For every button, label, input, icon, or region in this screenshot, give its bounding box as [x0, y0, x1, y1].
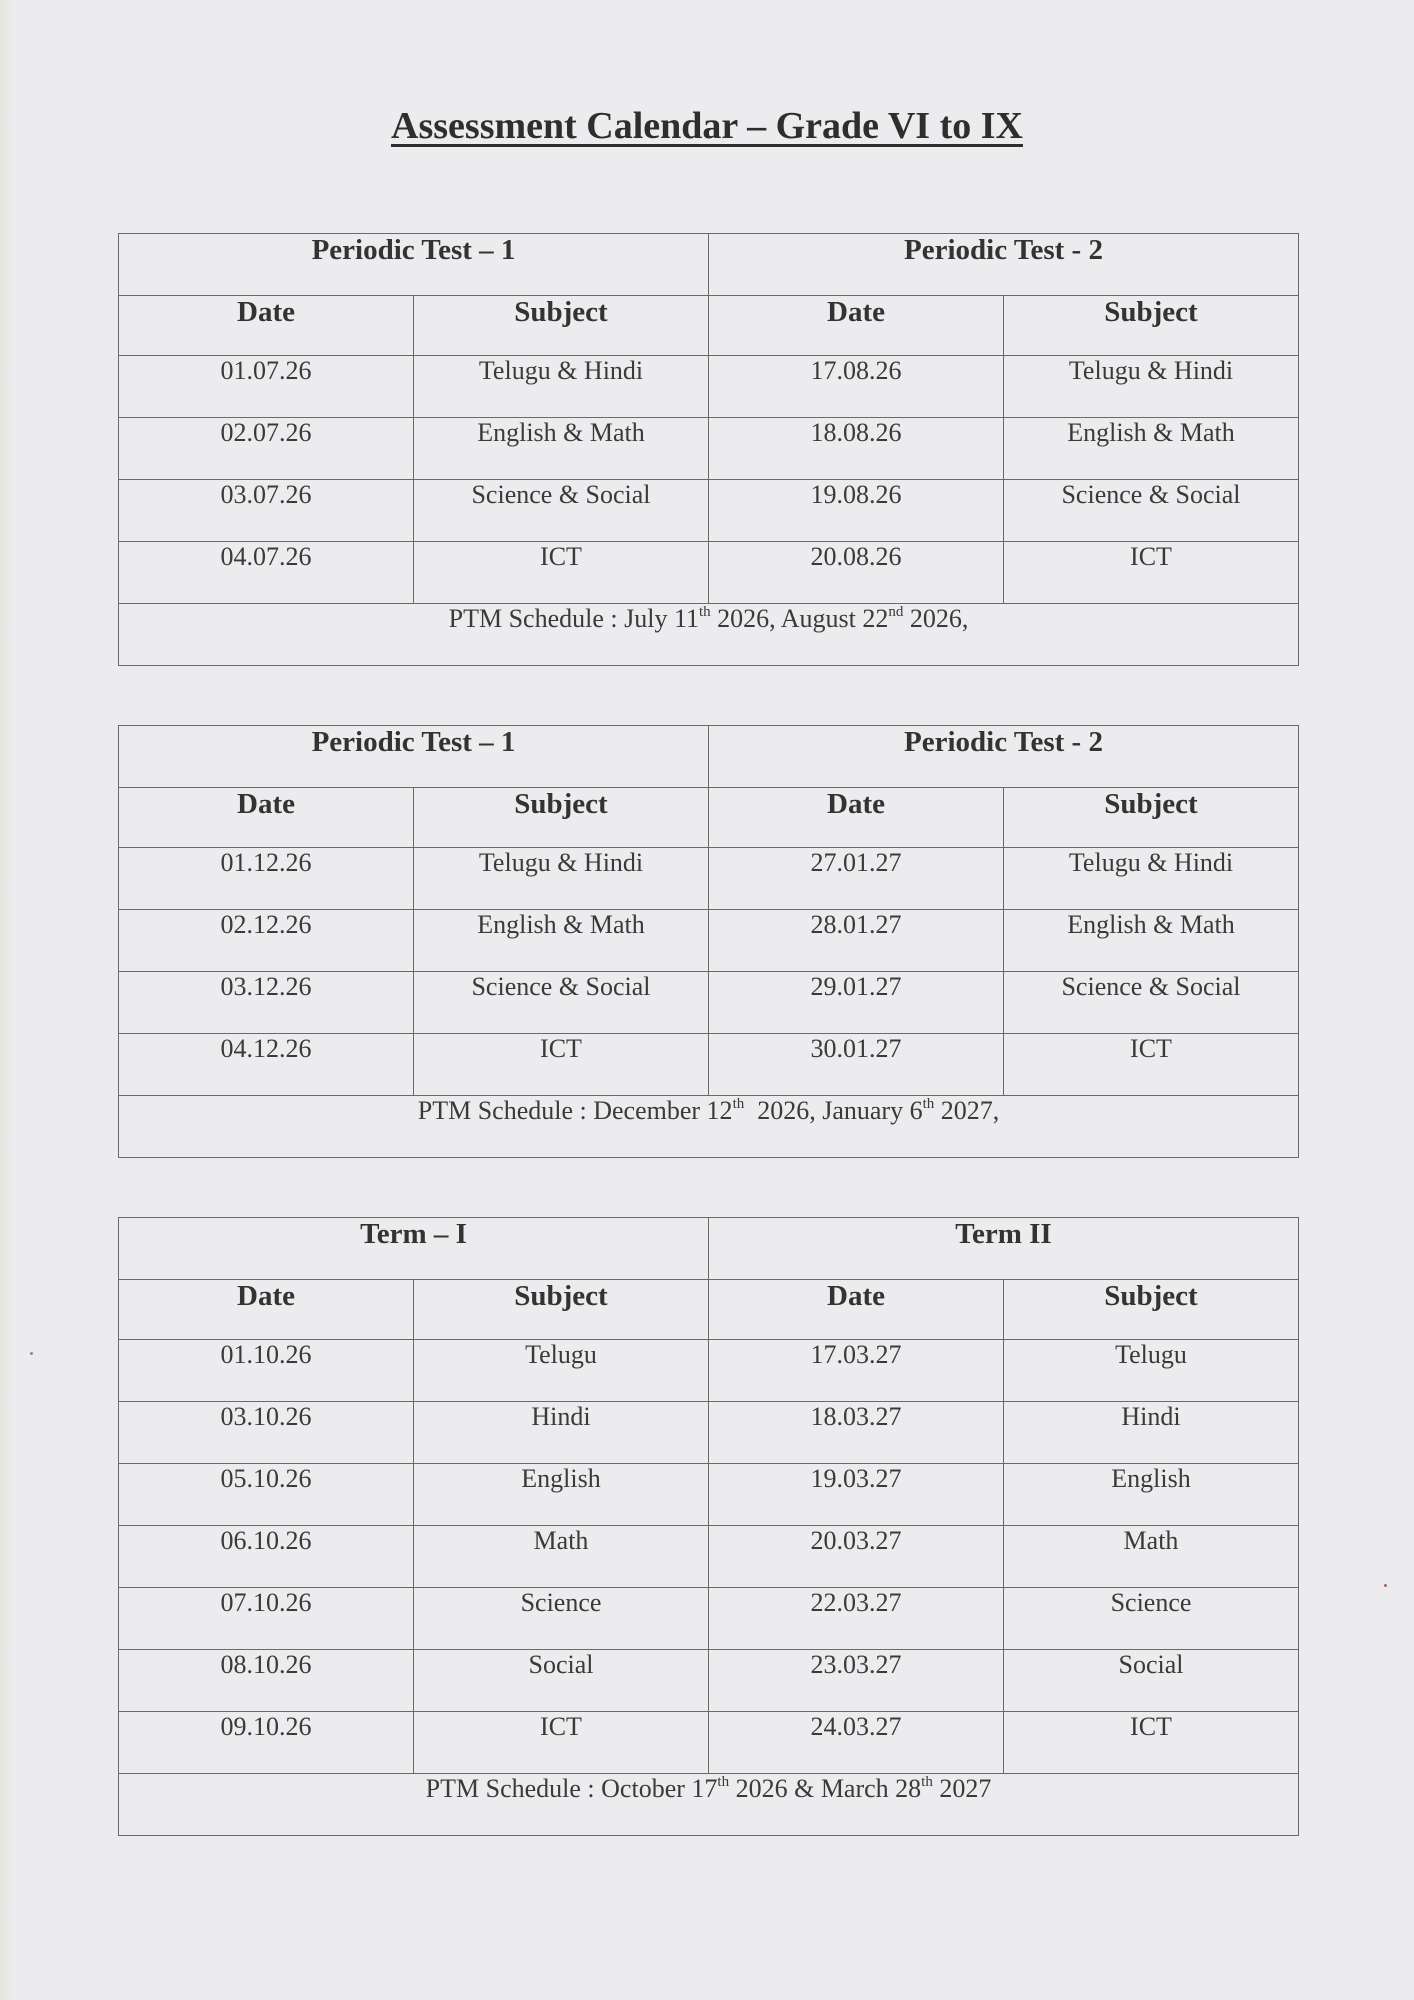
- date-cell: 08.10.26: [119, 1650, 414, 1712]
- table-row: [119, 480, 1299, 542]
- subject-cell: ICT: [414, 542, 709, 604]
- subject-cell: ICT: [1004, 542, 1299, 604]
- date-cell: 02.12.26: [119, 910, 414, 972]
- ptm-date-2: August 22: [780, 604, 889, 633]
- column-header-date: Date: [119, 296, 414, 356]
- ptm-date-2-year: 2027,: [934, 1096, 1000, 1125]
- subject-cell: ICT: [1004, 1034, 1299, 1096]
- date-cell: 24.03.27: [709, 1712, 1004, 1774]
- date-cell: 19.08.26: [709, 480, 1004, 542]
- subject-cell: ICT: [1004, 1712, 1299, 1774]
- date-cell: 18.03.27: [709, 1402, 1004, 1464]
- assessment-table-3: [118, 1217, 1299, 1836]
- date-cell: 03.12.26: [119, 972, 414, 1034]
- ptm-date-1: October 17: [601, 1774, 718, 1803]
- subject-cell: Telugu & Hindi: [414, 356, 709, 418]
- column-header-subject: Subject: [414, 1280, 709, 1340]
- table-row: [119, 972, 1299, 1034]
- table-group-title: Periodic Test - 2: [709, 726, 1299, 788]
- speck: [30, 1352, 33, 1355]
- column-header-date: Date: [709, 1280, 1004, 1340]
- date-cell: 20.03.27: [709, 1526, 1004, 1588]
- table-row: [119, 1526, 1299, 1588]
- column-header-subject: Subject: [414, 788, 709, 848]
- date-cell: 17.08.26: [709, 356, 1004, 418]
- subject-cell: Science: [1004, 1588, 1299, 1650]
- table-row: [119, 1034, 1299, 1096]
- subject-cell: English & Math: [1004, 418, 1299, 480]
- date-cell: 28.01.27: [709, 910, 1004, 972]
- subject-cell: ICT: [414, 1712, 709, 1774]
- subject-cell: English & Math: [414, 418, 709, 480]
- table-row: [119, 1340, 1299, 1402]
- subject-cell: Hindi: [1004, 1402, 1299, 1464]
- table-row: [119, 542, 1299, 604]
- subject-cell: Science & Social: [1004, 972, 1299, 1034]
- ptm-date-2-suffix: th: [922, 1096, 935, 1112]
- date-cell: 01.10.26: [119, 1340, 414, 1402]
- date-cell: 20.08.26: [709, 542, 1004, 604]
- date-cell: 01.07.26: [119, 356, 414, 418]
- table-row: [119, 848, 1299, 910]
- date-cell: 04.12.26: [119, 1034, 414, 1096]
- date-cell: 22.03.27: [709, 1588, 1004, 1650]
- subject-cell: ICT: [414, 1034, 709, 1096]
- date-cell: 04.07.26: [119, 542, 414, 604]
- subject-cell: Telugu: [1004, 1340, 1299, 1402]
- subject-cell: English: [1004, 1464, 1299, 1526]
- table-group-title: Term – I: [119, 1218, 709, 1280]
- ptm-date-1-year: 2026,: [744, 1096, 823, 1125]
- date-cell: 07.10.26: [119, 1588, 414, 1650]
- subject-cell: Math: [1004, 1526, 1299, 1588]
- date-cell: 02.07.26: [119, 418, 414, 480]
- column-header-subject: Subject: [1004, 788, 1299, 848]
- table-row: [119, 356, 1299, 418]
- subject-cell: Science & Social: [414, 480, 709, 542]
- subject-cell: Telugu & Hindi: [1004, 848, 1299, 910]
- date-cell: 19.03.27: [709, 1464, 1004, 1526]
- column-header-date: Date: [119, 788, 414, 848]
- page-title: Assessment Calendar – Grade VI to IX: [391, 105, 1023, 147]
- table-row: [119, 1464, 1299, 1526]
- subject-cell: Social: [414, 1650, 709, 1712]
- subject-cell: Science & Social: [1004, 480, 1299, 542]
- ptm-schedule: [119, 604, 1299, 666]
- ptm-date-2-year: 2026,: [903, 604, 969, 633]
- ptm-label: PTM Schedule :: [448, 604, 625, 633]
- date-cell: 23.03.27: [709, 1650, 1004, 1712]
- ptm-date-1: July 11: [624, 604, 699, 633]
- subject-cell: Science & Social: [414, 972, 709, 1034]
- page-edge: [0, 0, 14, 2000]
- table-row: [119, 418, 1299, 480]
- ptm-schedule: [119, 1096, 1299, 1158]
- date-cell: 09.10.26: [119, 1712, 414, 1774]
- assessment-table-1: [118, 233, 1299, 666]
- table-row: [119, 1712, 1299, 1774]
- ptm-date-1-suffix: th: [717, 1774, 730, 1790]
- date-cell: 03.10.26: [119, 1402, 414, 1464]
- column-header-date: Date: [119, 1280, 414, 1340]
- column-header-subject: Subject: [414, 296, 709, 356]
- ptm-date-2-suffix: th: [921, 1774, 933, 1790]
- ptm-date-2-suffix: nd: [888, 604, 904, 620]
- subject-cell: Math: [414, 1526, 709, 1588]
- date-cell: 05.10.26: [119, 1464, 414, 1526]
- ptm-date-1-suffix: th: [732, 1096, 745, 1112]
- subject-cell: Telugu & Hindi: [1004, 356, 1299, 418]
- subject-cell: English: [414, 1464, 709, 1526]
- table-group-title: Periodic Test – 1: [119, 234, 709, 296]
- date-cell: 18.08.26: [709, 418, 1004, 480]
- ptm-date-2: January 6: [822, 1096, 923, 1125]
- ptm-date-2: March 28: [820, 1774, 922, 1803]
- ptm-date-2-year: 2027: [932, 1774, 992, 1803]
- subject-cell: English & Math: [1004, 910, 1299, 972]
- column-header-subject: Subject: [1004, 296, 1299, 356]
- table-group-title: Periodic Test – 1: [119, 726, 709, 788]
- table-row: [119, 1402, 1299, 1464]
- table-row: [119, 1650, 1299, 1712]
- table-row: [119, 1588, 1299, 1650]
- subject-cell: Telugu: [414, 1340, 709, 1402]
- subject-cell: Social: [1004, 1650, 1299, 1712]
- date-cell: 06.10.26: [119, 1526, 414, 1588]
- ptm-label: PTM Schedule :: [425, 1774, 602, 1803]
- ptm-date-1-year: 2026 &: [729, 1774, 821, 1803]
- table-row: [119, 910, 1299, 972]
- date-cell: 30.01.27: [709, 1034, 1004, 1096]
- ptm-schedule: [119, 1774, 1299, 1836]
- column-header-date: Date: [709, 788, 1004, 848]
- date-cell: 01.12.26: [119, 848, 414, 910]
- ptm-date-1: December 12: [593, 1096, 733, 1125]
- ptm-label: PTM Schedule :: [417, 1096, 594, 1125]
- assessment-table-2: [118, 725, 1299, 1158]
- ptm-date-1-suffix: th: [699, 604, 711, 620]
- date-cell: 17.03.27: [709, 1340, 1004, 1402]
- subject-cell: Telugu & Hindi: [414, 848, 709, 910]
- speck: [1384, 1584, 1387, 1587]
- column-header-subject: Subject: [1004, 1280, 1299, 1340]
- date-cell: 29.01.27: [709, 972, 1004, 1034]
- subject-cell: English & Math: [414, 910, 709, 972]
- table-group-title: Periodic Test - 2: [709, 234, 1299, 296]
- ptm-date-1-year: 2026,: [710, 604, 781, 633]
- column-header-date: Date: [709, 296, 1004, 356]
- table-group-title: Term II: [709, 1218, 1299, 1280]
- date-cell: 03.07.26: [119, 480, 414, 542]
- subject-cell: Hindi: [414, 1402, 709, 1464]
- subject-cell: Science: [414, 1588, 709, 1650]
- date-cell: 27.01.27: [709, 848, 1004, 910]
